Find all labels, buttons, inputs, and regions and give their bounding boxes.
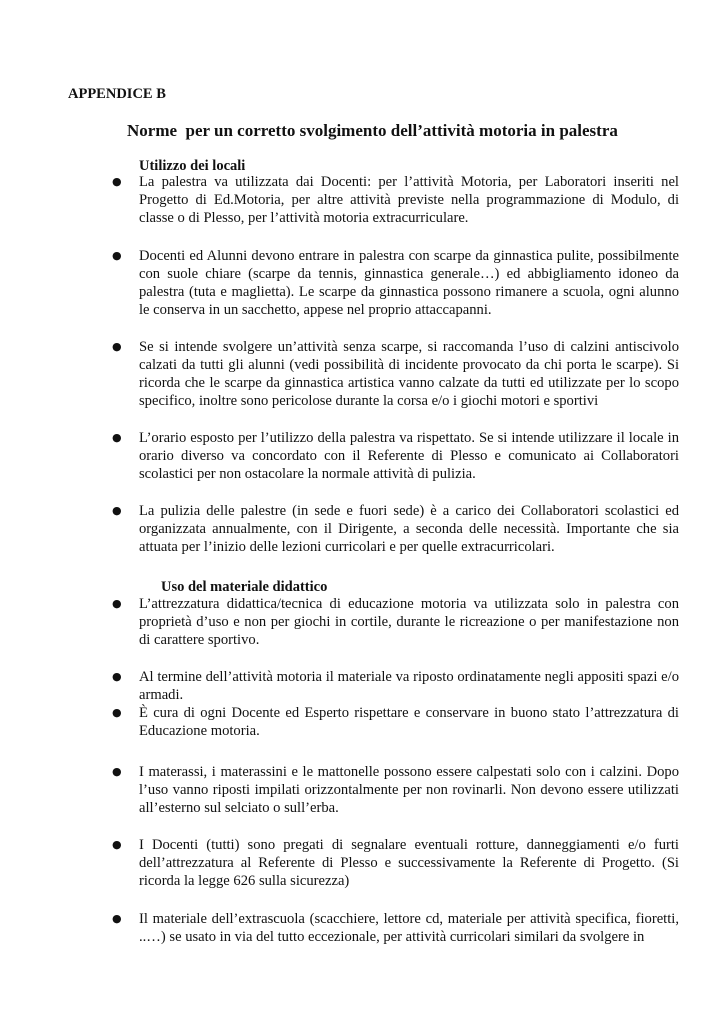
list-item-text: I materassi, i materassini e le mattonelle possono essere calpestati solo con i calzini. Dopo l’uso vanno riposti impilati orizzontalmente per non rovinarli. Non devono essere utilizzati all’esterno sul selciato o sull’erba.	[139, 764, 679, 816]
list-item-text: I Docenti (tutti) sono pregati di segnalare eventuali rotture, danneggiamenti e/o furti dell’attrezzatura al Referente di Plesso e successivamente la Referente di Progetto. (Si ricorda la legge 626 sulla sicurezza)	[139, 837, 679, 889]
list-item-text: L’orario esposto per l’utilizzo della palestra va rispettato. Se si intende utilizzare il locale in orario diverso va concordato con il Referente di Plesso e comunicato ai Collaboratori scolastici per non ostacolare la normale attività di pulizia.	[139, 430, 679, 482]
bullet-icon: ●	[112, 706, 122, 719]
bullet-icon: ●	[112, 670, 122, 683]
bullet-icon: ●	[112, 912, 122, 925]
list-item-text: Docenti ed Alunni devono entrare in palestra con scarpe da ginnastica pulite, possibilmente con suole chiare (scarpe da tennis, ginnastica generale…) ed abbigliamento idoneo da palestra (tuta e maglietta). Le scarpe da ginnastica possono rimanere a scuola, ogni alunno le conserva in un sacchetto, appese nel proprio attaccapanni.	[139, 248, 679, 318]
list-item-text: La palestra va utilizzata dai Docenti: per l’attività Motoria, per Laboratori inseriti nel Progetto di Ed.Motoria, per altre attività previste nella programmazione di Modulo, di classe o di Plesso, per l’attività motoria extracurriculare.	[139, 174, 679, 226]
bullet-icon: ●	[112, 765, 122, 778]
bullet-icon: ●	[112, 838, 122, 851]
bullet-icon: ●	[112, 504, 122, 517]
list-item-text: L’attrezzatura didattica/tecnica di educazione motoria va utilizzata solo in palestra con proprietà d’uso e non per giochi in cortile, durante le ricreazione o per manifestazione non di carattere sportivo.	[139, 596, 679, 648]
page-title: Norme per un corretto svolgimento dell’attività motoria in palestra	[127, 121, 618, 140]
section-heading-utilizzo: Utilizzo dei locali	[139, 158, 246, 174]
list-item-text: È cura di ogni Docente ed Esperto rispettare e conservare in buono stato l’attrezzatura di Educazione motoria.	[139, 705, 679, 739]
list-item-text: Il materiale dell’extrascuola (scacchiere, lettore cd, materiale per attività specifica, fioretti, ..…) se usato in via del tutto eccezionale, per attività curricolari similari da svolgere in	[139, 911, 679, 945]
section-heading-materiale: Uso del materiale didattico	[161, 579, 328, 595]
appendix-label: APPENDICE B	[68, 86, 166, 102]
bullet-icon: ●	[112, 431, 122, 444]
list-item-text: Al termine dell’attività motoria il materiale va riposto ordinatamente negli appositi spazi e/o armadi.	[139, 669, 679, 703]
list-item-text: La pulizia delle palestre (in sede e fuori sede) è a carico dei Collaboratori scolastici ed organizzata annualmente, con il Dirigente, a seconda delle necessità. Importante che sia attuata per l’inizio delle lezioni curricolari e per quelle extracurricolari.	[139, 503, 679, 555]
bullet-icon: ●	[112, 175, 122, 188]
bullet-icon: ●	[112, 340, 122, 353]
list-item-text: Se si intende svolgere un’attività senza scarpe, si raccomanda l’uso di calzini antiscivolo calzati da tutti gli alunni (vedi possibilità di incidente provocato da chi porta le scarpe). Si ricorda che le scarpe da ginnastica artistica vanno calzate da tutti ed utilizzate per lo scopo specifico, inoltre sono pericolose durante la corsa e/o i giochi motori e sportivi	[139, 339, 679, 409]
bullet-icon: ●	[112, 597, 122, 610]
bullet-icon: ●	[112, 249, 122, 262]
